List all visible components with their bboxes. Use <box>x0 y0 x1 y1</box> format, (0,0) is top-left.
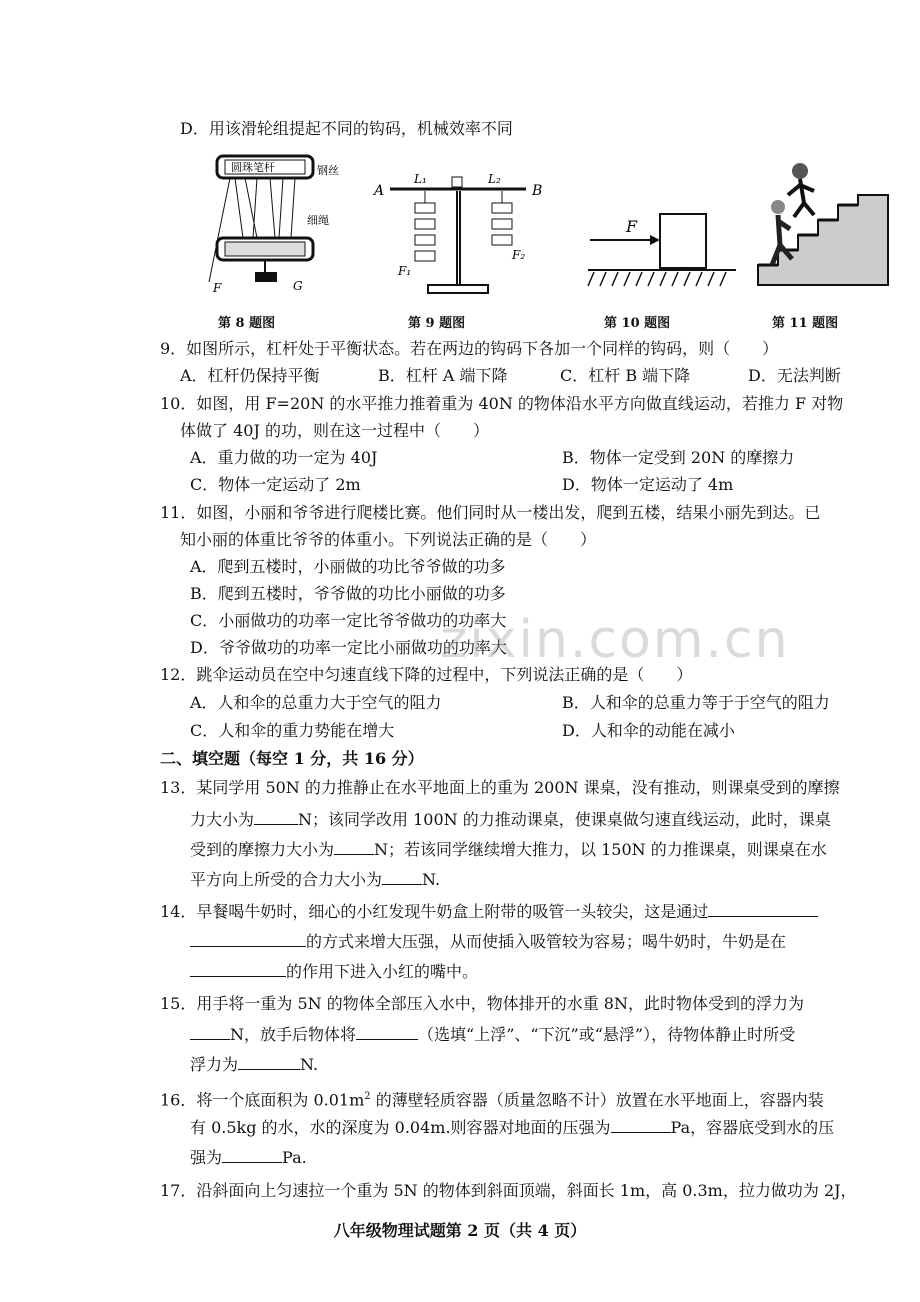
q14-blank-1b[interactable] <box>190 930 306 947</box>
q14-blank-1a[interactable] <box>708 900 818 917</box>
q17-line1: 17．沿斜面向上匀速拉一个重为 5N 的物体到斜面顶端，斜面长 1m，高 0.3m，拉力做功为 2J， <box>160 1181 857 1200</box>
q12-option-b: B．人和伞的总重力等于于空气的阻力 <box>562 693 830 712</box>
fig10-caption: 第 10 题图 <box>604 316 671 331</box>
q16-text: 的薄壁轻质容器（质量忽略不计）放置在水平地面上，容器内装 <box>370 1090 824 1110</box>
q10-option-d: D．物体一定运动了 4m <box>562 475 734 494</box>
q11-option-d: D．爷爷做功的功率一定比小丽做功的功率大 <box>190 638 507 657</box>
q8-option-d: D．用该滑轮组提起不同的钩码，机械效率不同 <box>180 119 513 138</box>
q14-text: 的作用下进入小红的嘴中。 <box>286 962 479 981</box>
fig9-label-l1: L₁ <box>414 172 427 186</box>
q10-option-b: B．物体一定受到 20N 的摩擦力 <box>562 448 795 467</box>
fig9-label-l2: L₂ <box>488 172 501 186</box>
q12-stem: 12．跳伞运动员在空中匀速直线下降的过程中，下列说法正确的是（ ） <box>160 665 693 684</box>
q15-line2 <box>190 1023 795 1046</box>
q14-line1 <box>160 900 818 923</box>
section-fill-in-title: 二、填空题（每空 1 分，共 16 分） <box>160 749 424 768</box>
q15-text: （选填“上浮”、“下沉”或“悬浮”），待物体静止时所受 <box>418 1025 796 1044</box>
q15-blank-3[interactable] <box>238 1053 300 1070</box>
q12-option-c: C．人和伞的重力势能在增大 <box>190 721 395 740</box>
q15-text: 浮力为 <box>190 1055 239 1074</box>
q13-line3 <box>190 838 827 861</box>
fig9-lever-diagram <box>368 155 548 300</box>
q16-line1 <box>160 1086 824 1111</box>
q14-blank-2[interactable] <box>190 960 286 977</box>
q13-line4 <box>190 868 440 891</box>
fig9-label-a: A <box>374 183 385 199</box>
fig9-label-b: B <box>532 183 543 199</box>
q16-text: 有 0.5kg 的水，水的深度为 0.04m.则容器对地面的压强为 <box>190 1118 611 1137</box>
q10-stem-line2: 体做了 40J 的功，则在这一过程中（ ） <box>180 421 489 440</box>
q9-option-b: B．杠杆 A 端下降 <box>378 366 508 385</box>
q13-line1: 13．某同学用 50N 的力推静止在水平地面上的重为 200N 课桌，没有推动，则课桌受到的摩擦 <box>160 778 840 797</box>
q9-option-c: C．杠杆 B 端下降 <box>560 366 691 385</box>
q12-option-d: D．人和伞的动能在减小 <box>562 721 735 740</box>
q9-stem: 9．如图所示，杠杆处于平衡状态。若在两边的钩码下各加一个同样的钩码，则（ ） <box>160 339 779 358</box>
q13-blank-3[interactable] <box>382 868 422 885</box>
q13-text: N；该同学改用 100N 的力推动课桌，使课桌做匀速直线运动，此时，课桌 <box>298 810 831 829</box>
q15-text: N. <box>300 1055 319 1074</box>
q13-text: 平方向上所受的合力大小为 <box>190 870 383 889</box>
q13-text: N；若该同学继续增大推力，以 150N 的力推课桌，则课桌在水 <box>374 840 827 859</box>
fig11-caption: 第 11 题图 <box>772 316 839 331</box>
fig8-pulley-diagram <box>195 150 339 295</box>
fig8-label-wire: 钢丝 <box>317 164 339 177</box>
q15-text: N，放手后物体将 <box>230 1025 357 1044</box>
fig8-label-f: F <box>213 281 222 295</box>
q11-stem-line1: 11．如图，小丽和爷爷进行爬楼比赛。他们同时从一楼出发，爬到五楼，结果小丽先到达。已 <box>160 503 821 522</box>
q13-text: N. <box>422 870 441 889</box>
q16-blank-2[interactable] <box>222 1146 282 1163</box>
q12-option-a: A．人和伞的总重力大于空气的阻力 <box>190 693 442 712</box>
fig8-label-rope: 细绳 <box>307 214 329 227</box>
fig11-stairs-illustration <box>748 155 898 295</box>
q13-blank-1[interactable] <box>254 808 298 825</box>
q9-option-a: A．杠杆仍保持平衡 <box>180 366 320 385</box>
q11-option-a: A．爬到五楼时，小丽做的功比爷爷做的功多 <box>190 557 506 576</box>
q13-line2 <box>190 808 831 831</box>
watermark: zixin.com.cn <box>440 610 790 670</box>
fig8-label-pen: 圆珠笔杆 <box>231 161 275 174</box>
q16-text: 16．将一个底面积为 0.01m <box>160 1090 365 1110</box>
q15-blank-1[interactable] <box>190 1023 230 1040</box>
fig8-label-g: G <box>293 279 303 293</box>
fig8-caption: 第 8 题图 <box>218 316 276 331</box>
q11-option-c: C．小丽做功的功率一定比爷爷做功的功率大 <box>190 611 507 630</box>
q15-blank-2[interactable] <box>356 1023 418 1040</box>
fig9-label-f2: F₂ <box>512 248 526 262</box>
q14-text: 14．早餐喝牛奶时，细心的小红发现牛奶盒上附带的吸管一头较尖，这是通过 <box>160 902 709 921</box>
q11-option-b: B．爬到五楼时，爷爷做的功比小丽做的功多 <box>190 584 506 603</box>
q16-line2 <box>190 1116 834 1139</box>
q9-option-d: D．无法判断 <box>748 366 841 385</box>
q14-text: 的方式来增大压强，从而使插入吸管较为容易；喝牛奶时，牛奶是在 <box>306 932 787 951</box>
page-footer: 八年级物理试题第 2 页（共 4 页） <box>333 1221 587 1240</box>
q16-text: 强为 <box>190 1148 223 1167</box>
fig9-caption: 第 9 题图 <box>408 316 466 331</box>
q16-superscript: 2 <box>364 1091 371 1102</box>
q13-blank-2[interactable] <box>334 838 374 855</box>
q14-line2 <box>190 930 786 953</box>
q16-blank-1[interactable] <box>611 1116 671 1133</box>
fig9-label-f1: F₁ <box>398 264 412 278</box>
q13-text: 受到的摩擦力大小为 <box>190 840 335 859</box>
fig10-push-diagram <box>586 200 746 300</box>
q14-line3 <box>190 960 478 983</box>
q16-text: Pa，容器底受到水的压 <box>670 1118 835 1137</box>
q11-stem-line2: 知小丽的体重比爷爷的体重小。下列说法正确的是（ ） <box>180 530 597 549</box>
q10-stem-line1: 10．如图，用 F=20N 的水平推力推着重为 40N 的物体沿水平方向做直线运动，若推力 F 对物 <box>160 394 844 413</box>
fig10-label-f: F <box>626 217 638 236</box>
q16-line3 <box>190 1146 307 1169</box>
q15-line3 <box>190 1053 318 1076</box>
q13-text: 力大小为 <box>190 810 255 829</box>
q10-option-c: C．物体一定运动了 2m <box>190 475 361 494</box>
q15-line1: 15．用手将一重为 5N 的物体全部压入水中，物体排开的水重 8N，此时物体受到的浮力为 <box>160 994 804 1013</box>
q16-text: Pa. <box>282 1148 307 1167</box>
q10-option-a: A．重力做的功一定为 40J <box>190 448 378 467</box>
